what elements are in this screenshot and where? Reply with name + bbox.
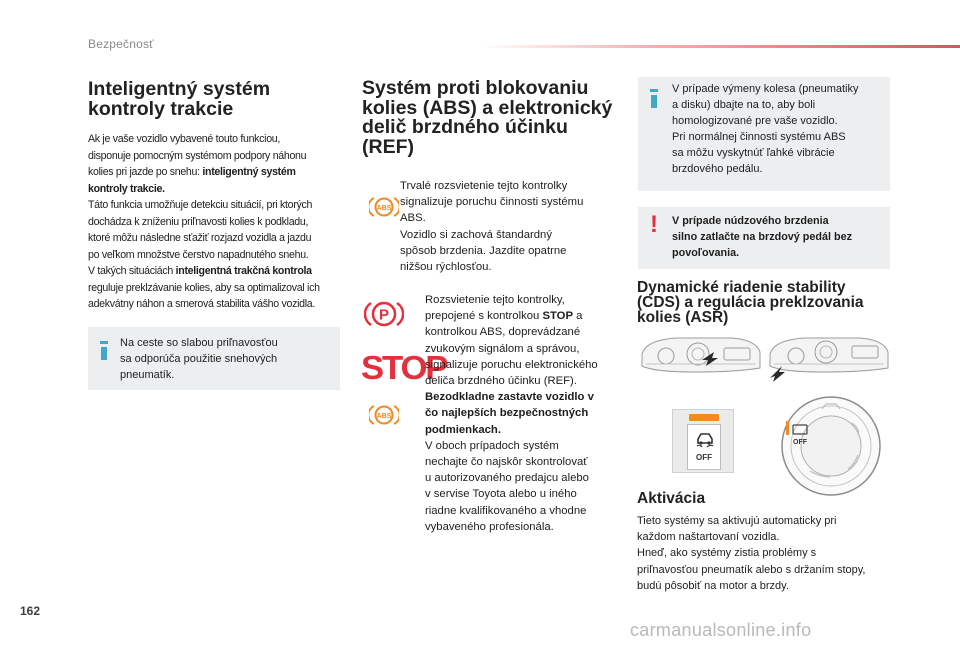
text-line [425,503,625,519]
svg-text:P: P [378,306,390,324]
brake-warning-lamp-icon [364,300,404,328]
text-run: zvukovým signálom a správou, [425,342,580,355]
text-line [425,405,625,421]
dashboard-illustration [636,334,894,384]
section-header: Bezpečnosť [88,37,154,51]
text-line [425,422,625,438]
info-line: Na ceste so slabou priľnavosťou [120,337,278,349]
text-line [425,389,625,405]
dashboard-right-view [770,338,888,382]
text-run: ABS. [400,212,426,225]
text-run: u autorizovaného predajcu alebo [425,472,589,485]
text-line [88,214,348,231]
snow-tyre-info-text [120,335,278,383]
activation-title: Aktivácia [637,490,706,507]
traction-title [88,79,348,119]
text-line [400,259,620,275]
body-line: priľnavosťou pneumatík alebo s držaním stopy, [637,563,866,576]
title-line: Dynamické riadenie stability [637,279,846,296]
text-run: spôsob brzdenia. Jazdite opatrne [400,244,567,257]
text-run: riadne kvalifikovaného a vhodne [425,504,587,517]
text-run: Táto funkcia umožňuje detekciu situácií, pri ktorých [88,199,313,211]
exclamation-icon: ! [650,211,658,238]
left-column [88,79,348,313]
text-line [425,519,625,535]
warning-line: V prípade núdzového brzdenia [672,215,829,227]
header-rule [480,45,960,48]
text-line [88,181,348,198]
stop-warning-lamp-icon: STOP [361,349,447,386]
warning-line: silno zatlačte na brzdový pedál bez [672,231,852,243]
text-run: reguluje preklzávanie kolies, aby sa optimalizoval ich [88,281,320,294]
abs-lamp-label: ABS [376,413,392,420]
info-line: sa môžu vyskytnúť ľahké vibrácie [672,147,835,159]
body-line: každom naštartovaní vozidla. [637,531,780,544]
dashboard-left-view [642,338,760,372]
info-line: sa odporúča použitie snehových [120,353,278,365]
page-number: 162 [20,604,41,618]
title-line: kolies (ASR) [637,309,729,326]
text-line [88,263,348,280]
text-run: Rozsvietenie tejto kontrolky, [425,294,565,306]
text-run: a [573,310,583,323]
text-line [400,243,620,259]
text-line [425,357,625,373]
text-line [400,178,620,194]
text-run: kolies pri jazde po snehu: [88,166,203,178]
text-run: vybaveného profesionála. [425,520,554,533]
text-run: kontrolkou ABS, doprevádzané [425,326,581,339]
emergency-brake-warning-text [672,213,852,261]
text-line [400,227,620,243]
skidding-car-icon [694,431,716,449]
activation-text [637,513,865,594]
text-run: deliča brzdného účinku (REF). [425,375,577,388]
text-line [425,308,625,324]
text-run: signalizuje poruchu činnosti systému [400,196,584,209]
watermark: carmanualsonline.info [630,620,812,640]
text-line [425,341,625,357]
text-line [425,470,625,486]
text-line [88,197,348,214]
abs-warning-lamp-icon [369,404,399,426]
title-line: kolies (ABS) a elektronický [362,96,613,119]
title-line: Systém proti blokovaniu [362,77,589,99]
text-line [425,438,625,454]
bold-text-run: čo najlepších bezpečnostných [425,407,589,420]
abs-title [362,79,622,158]
text-line [88,296,348,313]
text-run: Trvalé rozsvietenie tejto kontrolky [400,180,568,192]
text-run: nechajte čo najskôr skontrolovať [425,456,588,469]
bold-text-run: Bezodkladne zastavte vozidlo v [425,391,594,404]
text-run: nižšou rýchlosťou. [400,261,492,274]
dial-off-label: OFF [793,439,807,446]
info-line: homologizované pre vaše vozidlo. [672,115,838,127]
info-line: a disku) dbajte na to, aby boli [672,99,816,111]
off-label: OFF [696,453,712,462]
warning-line: povoľovania. [672,247,740,259]
info-line: pneumatík. [120,369,175,381]
text-run: disponuje pomocným systémom podpory náhonu [88,149,307,162]
traction-mode-dial-illustration [780,395,882,497]
body-line: budú pôsobiť na motor a brzdy. [637,579,789,592]
text-line [400,194,620,210]
traction-off-button-illustration [672,409,734,473]
text-run: Ak je vaše vozidlo vybavené touto funkciou, [88,133,281,145]
ref-failure-text [425,292,625,535]
title-line: delič brzdného účinku [362,116,568,139]
text-run: dochádza k zníženiu priľnavosti kolies k podkladu, [88,215,309,228]
text-run: prepojené s kontrolkou [425,310,543,323]
abs-warning-lamp-icon [369,196,399,218]
text-line [400,210,620,226]
text-line [88,280,348,297]
title-line: Inteligentný systém [88,78,271,100]
info-line: V prípade výmeny kolesa (pneumatiky [672,83,859,95]
text-run: ktoré môžu následne sťažiť rozjazd vozidla a jazdu [88,232,312,244]
text-line [425,373,625,389]
cds-asr-title [637,280,864,325]
text-line [88,131,348,148]
text-line [88,247,348,264]
text-line [425,292,625,308]
text-run: adekvátny náhon a smerová stabilita vášho vozidla. [88,298,316,310]
title-line: (REF) [362,136,414,159]
traction-body [88,131,348,313]
text-run: po veľkom množstve čerstvo napadnutého snehu. [88,248,309,261]
text-run: V oboch prípadoch systém [425,439,559,452]
info-line: Pri normálnej činnosti systému ABS [672,131,846,143]
body-line: Tieto systémy sa aktivujú automaticky pri [637,515,837,527]
button-indicator-led [689,414,719,421]
abs-lamp-label: ABS [376,205,392,212]
snow-tyre-info-box [88,327,340,390]
text-run: V takých situáciách [88,265,176,277]
wheel-change-info-text [672,81,858,177]
bold-text-run: inteligentná trakčná kontrola [175,265,312,277]
abs-failure-text [400,178,620,275]
middle-column [362,79,622,158]
body-line: Hneď, ako systémy zistia problémy s [637,547,817,560]
title-line: kontroly trakcie [88,98,234,120]
text-line [88,230,348,247]
title-line: (CDS) a regulácia preklzovania [637,294,864,311]
bold-text-run: inteligentný systém [202,166,296,178]
wheel-change-info-box [638,77,890,191]
info-line: brzdového pedálu. [672,163,763,175]
bold-text-run: kontroly trakcie. [88,182,165,195]
text-line [425,486,625,502]
text-line [88,148,348,165]
text-run: signalizuje poruchu elektronického [425,358,598,371]
text-line [425,324,625,340]
text-line [88,164,348,181]
emergency-brake-warning-box [638,207,890,269]
text-run: Vozidlo si zachová štandardný [400,228,552,241]
bold-text-run: podmienkach. [425,423,501,436]
text-run: v servise Toyota alebo u iného [425,488,577,501]
bold-text-run: STOP [542,310,573,323]
text-line [425,454,625,470]
